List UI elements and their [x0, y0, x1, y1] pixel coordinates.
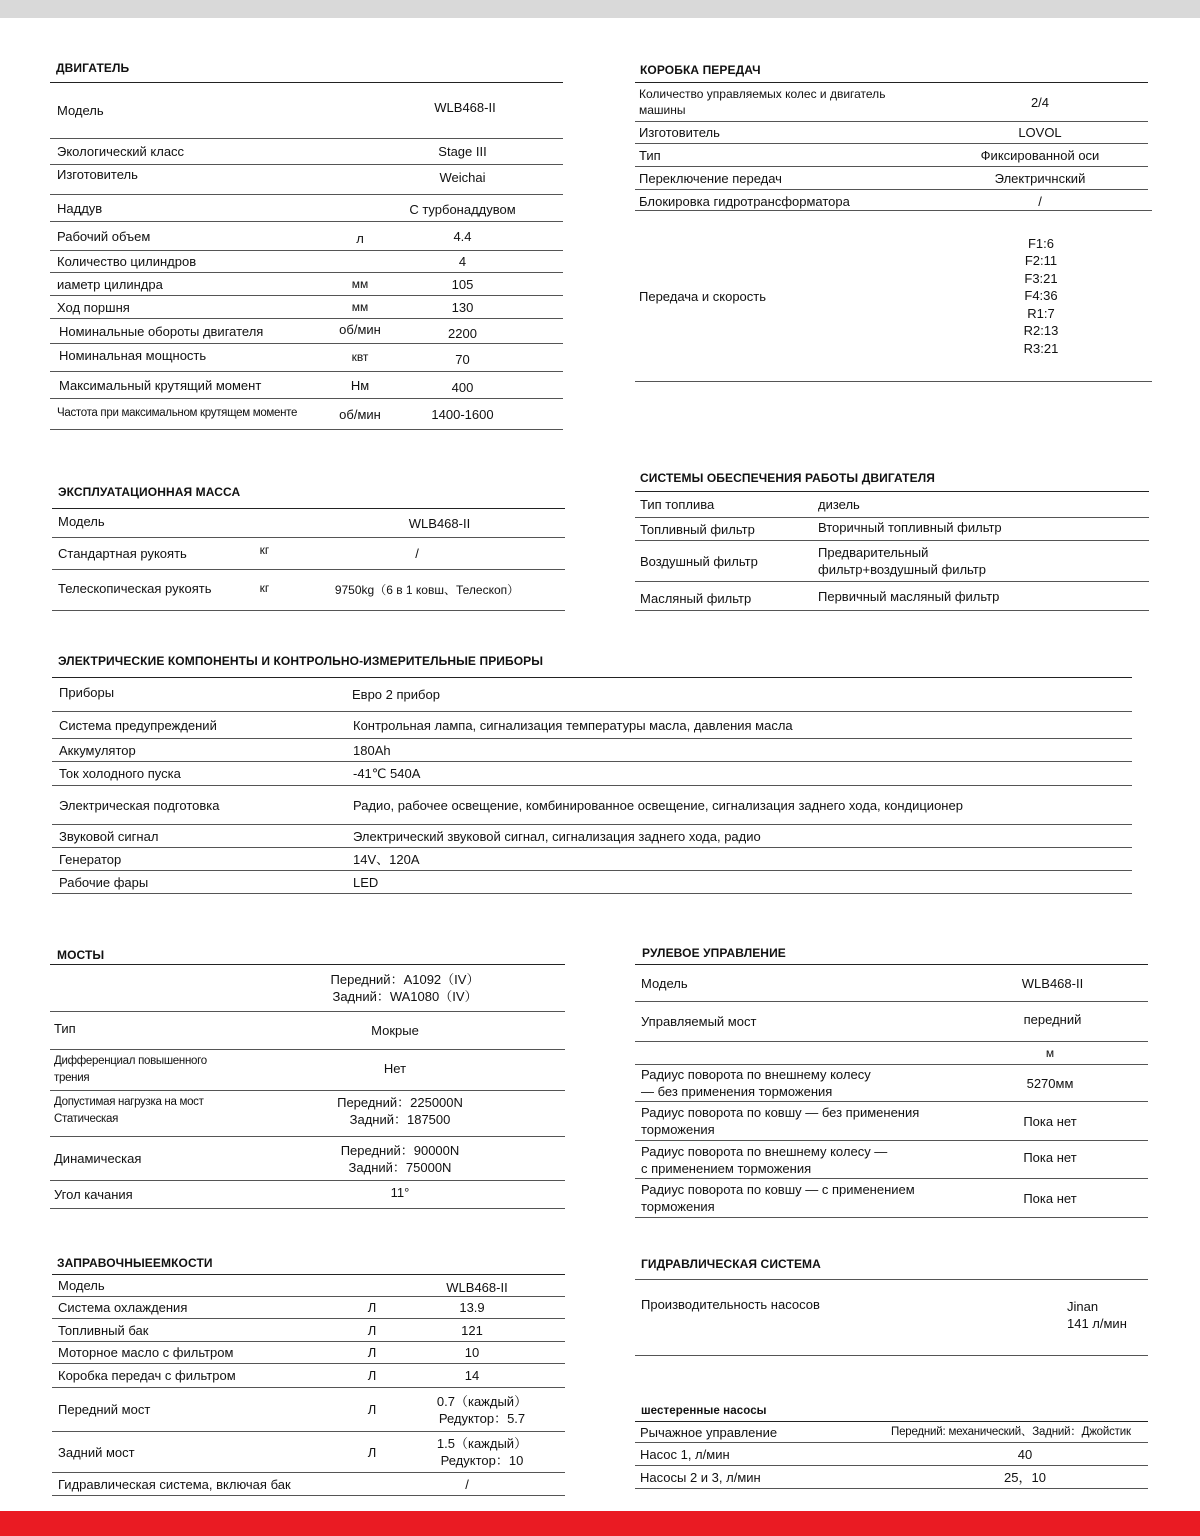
steering-radius-wheel-label [641, 1065, 871, 1101]
pump23-label: Насосы 2 и 3, л/мин [640, 1469, 761, 1485]
engine-torque-speed-value: 1400-1600 [431, 406, 494, 422]
fuel-type-value: дизель [818, 497, 860, 512]
gear-r2: R2:13 [1023, 323, 1059, 339]
engine-bore-unit: мм [351, 276, 369, 291]
engine-rated-power-label: Номинальная мощность [59, 347, 207, 363]
table-row [50, 1091, 565, 1137]
engine-rated-speed-value: 2200 [448, 325, 477, 341]
transmission-section-title: КОРОБКА ПЕРЕДАЧ [640, 63, 761, 77]
engine-manufacturer-label: Изготовитель [57, 167, 138, 182]
transmission-wheels-label-line2: машины [639, 103, 686, 117]
axles-dynamic-value [305, 1137, 495, 1180]
table-row [52, 570, 565, 611]
horn-value: Электрический звуковой сигнал, сигнализация заднего хода, радио [353, 828, 761, 844]
table-row [635, 211, 1152, 382]
axles-diff-label-line1: Дифференциал повышенного [54, 1055, 207, 1067]
cap-cooling-value: 13.9 [459, 1300, 485, 1315]
table-row [635, 1042, 1148, 1065]
gear-pumps-table [635, 1421, 1148, 1489]
steering-radius-wheel-brake-label [641, 1141, 887, 1178]
table-row [52, 1473, 565, 1496]
pump-capacity-label: Производительность насосов [641, 1297, 820, 1312]
table-row [635, 1280, 1148, 1356]
table-row [50, 83, 563, 139]
table-row [50, 222, 563, 251]
mass-telescopic-arm-label: Телескопическая рукоять [58, 580, 212, 596]
axles-static-value [305, 1091, 495, 1136]
cap-fuel-tank-label: Топливный бак [58, 1322, 149, 1338]
axles-diff-value: Нет [383, 1060, 407, 1076]
table-row [52, 1432, 565, 1473]
cap-gearbox-value: 14 [464, 1368, 480, 1383]
cap-fuel-tank-unit: Л [367, 1322, 377, 1338]
steering-radius-bucket-label [641, 1102, 919, 1140]
table-row [50, 399, 563, 430]
engine-rated-speed-label: Номинальные обороты двигателя [59, 323, 264, 339]
transmission-type-value: Фиксированной оси [980, 147, 1100, 163]
electrical-prep-value: Радио, рабочее освещение, комбинированное освещение, сигнализация заднего хода, кондиционер [353, 797, 963, 813]
engine-cylinders-label: Количество цилиндров [57, 254, 197, 269]
footer-red-bar [0, 1511, 1200, 1536]
engine-max-torque-value: 400 [451, 379, 474, 395]
instruments-label: Приборы [59, 685, 115, 700]
engine-rated-power-unit: квт [351, 350, 369, 364]
table-row [52, 1297, 565, 1319]
axles-diff-label [54, 1050, 207, 1090]
oil-filter-label: Масляный фильтр [640, 590, 752, 606]
table-row [50, 1050, 565, 1091]
axles-type-value: Мокрые [371, 1023, 419, 1038]
steering-radius-wheel-label-line2: — без применения торможения [641, 1084, 833, 1099]
axles-dynamic-label: Динамическая [54, 1151, 142, 1166]
mass-standard-arm-value: / [415, 546, 419, 561]
engine-torque-speed-unit: об/мин [339, 406, 381, 422]
steering-radius-wheel-value: 5270мм [1026, 1075, 1074, 1091]
cap-gearbox-unit: Л [367, 1368, 377, 1383]
top-gray-bar [0, 0, 1200, 18]
axles-rear-model: Задний：WA1080（IV） [332, 989, 478, 1004]
transmission-lockup-label: Блокировка гидротрансформатора [639, 194, 850, 209]
engine-stroke-value: 130 [451, 299, 474, 315]
cold-start-label: Ток холодного пуска [59, 766, 181, 781]
gear-f2: F2:11 [1024, 253, 1058, 269]
table-row [50, 251, 563, 273]
engine-max-torque-label: Максимальный крутящий момент [59, 377, 262, 393]
cap-model-label: Модель [58, 1278, 105, 1293]
engine-displacement-label: Рабочий объем [57, 228, 151, 244]
gear-f4: F4:36 [1024, 288, 1058, 304]
hydraulics-pump-table [635, 1279, 1148, 1356]
table-row [50, 965, 565, 1012]
pump-capacity-value [1067, 1280, 1127, 1355]
engine-stroke-unit: мм [351, 299, 369, 314]
mass-model-label: Модель [58, 513, 105, 529]
engine-model-value: WLB468-II [434, 100, 496, 115]
table-row [635, 1443, 1148, 1466]
transmission-type-label: Тип [639, 147, 661, 163]
oil-filter-value: Первичный масляный фильтр [818, 588, 1000, 604]
cap-gearbox-label: Коробка передач с фильтром [58, 1368, 236, 1383]
table-row [50, 296, 563, 319]
gear-pumps-subtitle: шестеренные насосы [641, 1405, 767, 1417]
axles-static-rear: Задний：187500 [349, 1112, 451, 1127]
axles-oscillation-value: 11° [390, 1185, 410, 1200]
axles-static-front: Передний：225000N [337, 1095, 463, 1110]
steering-axle-label: Управляемый мост [641, 1014, 757, 1029]
cap-engine-oil-value: 10 [464, 1345, 480, 1360]
transmission-table [635, 82, 1148, 213]
engine-bore-label: иаметр цилиндра [57, 276, 163, 292]
cap-front-axle-reducer: Редуктор：5.7 [438, 1410, 526, 1426]
generator-value: 14V、120A [353, 851, 420, 867]
table-row [635, 518, 1149, 541]
engine-cylinders-value: 4 [458, 254, 467, 269]
capacities-table [52, 1274, 565, 1496]
engine-eco-class-value: Stage III [438, 144, 487, 159]
cap-rear-axle-unit: Л [367, 1444, 377, 1460]
table-row [50, 273, 563, 296]
cap-front-axle-unit: Л [367, 1402, 377, 1417]
steering-radius-wheel-brake-label-line2: с применением торможения [641, 1160, 812, 1176]
axles-table [50, 964, 565, 1209]
axles-static-label-line2: Статическая [54, 1113, 119, 1125]
pump23-value: 25，10 [1004, 1469, 1046, 1485]
lever-control-label: Рычажное управление [640, 1424, 778, 1440]
table-row [635, 541, 1149, 582]
steering-unit-value: м [1045, 1045, 1055, 1060]
capacities-section-title: ЗАПРАВОЧНЫЕЕМКОСТИ [57, 1256, 213, 1270]
transmission-manufacturer-label: Изготовитель [639, 125, 720, 140]
table-row [50, 195, 563, 222]
table-row [635, 1102, 1148, 1141]
engine-eco-class-label: Экологический класс [57, 144, 185, 159]
engine-displacement-value: 4.4 [453, 228, 472, 244]
table-row [635, 1466, 1148, 1489]
gears-speed-label: Передача и скорость [639, 288, 767, 304]
cap-rear-axle-each: 1.5（каждый） [436, 1436, 528, 1451]
gear-r3: R3:21 [1023, 340, 1059, 356]
cap-hydraulic-value: / [465, 1476, 469, 1492]
engine-rated-power-value: 70 [455, 352, 470, 367]
steering-section-title: РУЛЕВОЕ УПРАВЛЕНИЕ [642, 946, 786, 960]
engine-max-torque-unit: Нм [350, 377, 370, 393]
transmission-lockup-value: / [1038, 194, 1042, 209]
engine-table [50, 82, 563, 430]
axles-model-value [300, 965, 510, 1011]
pump-maker: Jinan [1067, 1299, 1099, 1314]
table-row [52, 509, 565, 538]
transmission-shift-value: Электричнский [994, 170, 1086, 186]
mass-telescopic-arm-unit: кг [259, 580, 270, 595]
table-row [50, 344, 563, 372]
engine-model-label: Модель [57, 103, 104, 118]
steering-axle-value: передний [1023, 1012, 1082, 1027]
transmission-wheels-label-line1: Количество управляемых колес и двигатель [639, 87, 886, 101]
pump1-value: 40 [1017, 1446, 1033, 1462]
engine-systems-table [635, 491, 1149, 611]
hydraulics-section-title: ГИДРАВЛИЧЕСКАЯ СИСТЕМА [641, 1257, 821, 1271]
steering-model-label: Модель [641, 975, 688, 991]
table-row [635, 1422, 1148, 1443]
axles-static-label [54, 1091, 204, 1136]
gear-f1: F1:6 [1027, 235, 1054, 251]
mass-model-value: WLB468-II [408, 515, 471, 531]
generator-label: Генератор [59, 851, 122, 867]
cap-rear-axle-value [412, 1432, 552, 1472]
table-row [52, 786, 1132, 825]
gear-r1: R1:7 [1027, 305, 1055, 321]
table-row [50, 372, 563, 399]
cap-cooling-label: Система охлаждения [58, 1300, 188, 1315]
steering-radius-bucket-value: Пока нет [1023, 1113, 1077, 1129]
warning-system-label: Система предупреждений [59, 717, 217, 733]
cap-front-axle-label: Передний мост [58, 1402, 151, 1417]
cap-front-axle-each: 0.7（каждый） [436, 1393, 528, 1409]
axles-section-title: МОСТЫ [57, 948, 105, 962]
axles-front-model: Передний：A1092（IV） [330, 972, 480, 987]
table-row [635, 167, 1148, 190]
table-row [635, 1002, 1148, 1042]
steering-radius-bucket-brake-label-line2: торможения [641, 1199, 715, 1214]
air-filter-value-line1: Предварительный [818, 545, 929, 560]
cap-engine-oil-label: Моторное масло с фильтром [58, 1345, 234, 1360]
steering-radius-bucket-label-line1: Радиус поворота по ковшу — без применения [641, 1105, 920, 1120]
transmission-wheels-value: 2/4 [1030, 94, 1050, 110]
transmission-shift-label: Переключение передач [639, 170, 782, 186]
axles-static-label-line1: Допустимая нагрузка на мост [54, 1096, 204, 1108]
table-row [635, 965, 1148, 1002]
cap-front-axle-value [412, 1388, 552, 1431]
steering-model-value: WLB468-II [1021, 975, 1084, 991]
engine-stroke-label: Ход поршня [57, 299, 130, 315]
table-row [635, 83, 1148, 122]
table-row [635, 1065, 1148, 1102]
steering-table [635, 964, 1148, 1218]
table-row [52, 848, 1132, 871]
gears-speed-values [991, 211, 1091, 381]
steering-radius-wheel-brake-label-line1: Радиус поворота по внешнему колесу — [641, 1143, 888, 1159]
table-row [52, 1364, 565, 1388]
fuel-type-label: Тип топлива [640, 497, 715, 512]
engine-manufacturer-value: Weichai [439, 170, 486, 185]
engine-section-title: ДВИГАТЕЛЬ [56, 61, 130, 75]
work-lights-value: LED [353, 874, 379, 890]
pump-flow: 141 л/мин [1067, 1316, 1127, 1331]
cap-rear-axle-label: Задний мост [58, 1444, 135, 1460]
axles-diff-label-line2: трения [54, 1072, 90, 1084]
cold-start-value: -41℃ 540A [353, 766, 421, 781]
table-row [635, 582, 1149, 611]
transmission-wheels-label [639, 83, 885, 121]
table-row [50, 1137, 565, 1181]
engine-systems-section-title: СИСТЕМЫ ОБЕСПЕЧЕНИЯ РАБОТЫ ДВИГАТЕЛЯ [640, 471, 935, 485]
engine-turbo-label: Наддув [57, 200, 103, 216]
engine-rated-speed-unit: об/мин [339, 322, 381, 337]
table-row [635, 1179, 1148, 1218]
instruments-value: Евро 2 прибор [352, 687, 440, 702]
cap-cooling-unit: Л [367, 1300, 377, 1315]
table-row [50, 165, 563, 195]
engine-bore-value: 105 [451, 276, 474, 292]
table-row [52, 712, 1132, 739]
electrical-section-title: ЭЛЕКТРИЧЕСКИЕ КОМПОНЕНТЫ И КОНТРОЛЬНО-ИЗМЕРИТЕЛЬНЫЕ ПРИБОРЫ [58, 654, 544, 668]
pump1-label: Насос 1, л/мин [640, 1446, 730, 1462]
cap-rear-axle-reducer: Редуктор：10 [440, 1453, 524, 1468]
table-row [50, 1012, 565, 1050]
air-filter-value-line2: фильтр+воздушный фильтр [818, 562, 986, 577]
horn-label: Звуковой сигнал [59, 828, 159, 844]
electrical-table [52, 677, 1132, 894]
table-row [52, 762, 1132, 786]
table-row [52, 1388, 565, 1432]
fuel-filter-value: Вторичный топливный фильтр [818, 520, 1002, 535]
axles-dynamic-front: Передний：90000N [340, 1142, 460, 1158]
cap-engine-oil-unit: Л [367, 1345, 377, 1360]
steering-radius-bucket-brake-value: Пока нет [1023, 1190, 1077, 1206]
engine-displacement-unit: л [356, 230, 364, 246]
mass-standard-arm-label: Стандартная рукоять [58, 546, 187, 561]
table-row [635, 122, 1148, 144]
work-lights-label: Рабочие фары [59, 874, 149, 890]
table-row [50, 1181, 565, 1209]
axles-dynamic-rear: Задний：75000N [348, 1159, 452, 1175]
operating-mass-table [52, 508, 565, 611]
table-row [635, 144, 1148, 167]
table-row [52, 739, 1132, 762]
battery-label: Аккумулятор [59, 742, 136, 758]
table-row [52, 1319, 565, 1342]
table-row [52, 1342, 565, 1364]
table-row [635, 1141, 1148, 1179]
warning-system-value: Контрольная лампа, сигнализация температуры масла, давления масла [353, 717, 793, 733]
mass-standard-arm-unit: кг [259, 543, 270, 557]
cap-hydraulic-label: Гидравлическая система, включая бак [58, 1476, 291, 1492]
table-row [52, 678, 1132, 712]
battery-value: 180Ah [353, 742, 391, 758]
mass-telescopic-arm-value: 9750kg（6 в 1 ковш、Телескоп） [334, 582, 520, 597]
steering-radius-bucket-brake-label-line1: Радиус поворота по ковшу — с применением [641, 1182, 915, 1197]
steering-radius-bucket-brake-label [641, 1179, 915, 1217]
steering-radius-wheel-label-line1: Радиус поворота по внешнему колесу [641, 1067, 871, 1082]
operating-mass-section-title: ЭКСПЛУАТАЦИОННАЯ МАССА [58, 485, 241, 499]
table-row [52, 871, 1132, 894]
steering-radius-bucket-label-line2: торможения [641, 1122, 715, 1137]
engine-torque-speed-label: Частота при максимальном крутящем моменте [57, 406, 298, 419]
fuel-filter-label: Топливный фильтр [640, 521, 755, 537]
engine-turbo-value: С турбонаддувом [409, 201, 516, 217]
table-row [52, 825, 1132, 848]
table-row [52, 1275, 565, 1297]
gear-f3: F3:21 [1024, 270, 1058, 286]
axles-type-label: Тип [54, 1021, 76, 1036]
steering-radius-wheel-brake-value: Пока нет [1023, 1150, 1077, 1165]
electrical-prep-label: Электрическая подготовка [59, 797, 220, 813]
cap-fuel-tank-value: 121 [461, 1322, 483, 1338]
transmission-manufacturer-value: LOVOL [1018, 125, 1062, 140]
air-filter-label: Воздушный фильтр [640, 553, 758, 569]
cap-model-value: WLB468-II [446, 1280, 508, 1295]
transmission-gears-table [635, 210, 1152, 382]
axles-oscillation-label: Угол качания [54, 1187, 133, 1202]
air-filter-value [818, 541, 986, 581]
lever-control-value: Передний: механический、Задний：Джойстик [891, 1425, 1131, 1438]
